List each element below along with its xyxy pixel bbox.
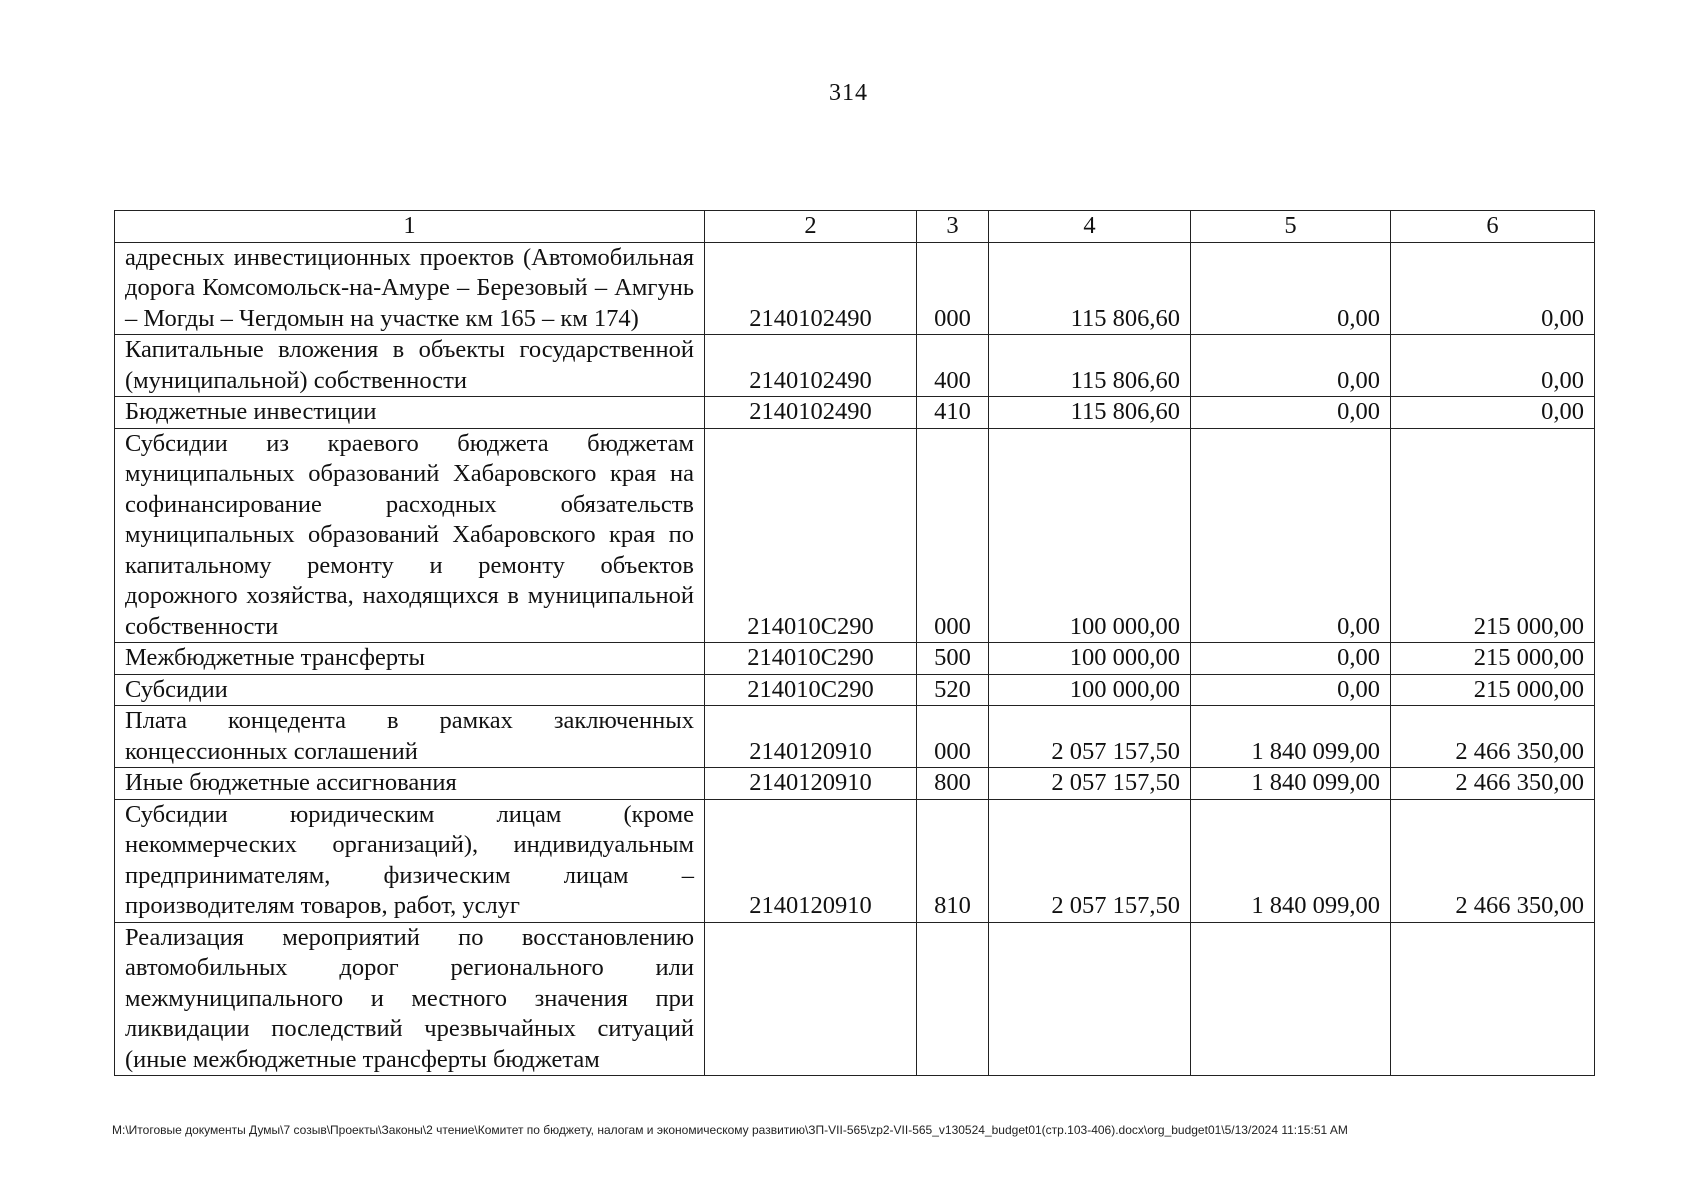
row-name: Капитальные вложения в объекты государственной (муниципальной) собственности xyxy=(115,335,705,397)
row-value-col5: 1 840 099,00 xyxy=(1191,768,1391,800)
row-code: 214010C290 xyxy=(705,674,917,706)
row-expense-type: 800 xyxy=(917,768,989,800)
row-value-col6: 2 466 350,00 xyxy=(1391,799,1595,922)
row-value-col6: 215 000,00 xyxy=(1391,674,1595,706)
row-value-col4: 2 057 157,50 xyxy=(989,706,1191,768)
row-name: Субсидии xyxy=(115,674,705,706)
row-value-col5: 1 840 099,00 xyxy=(1191,706,1391,768)
row-value-col4: 115 806,60 xyxy=(989,335,1191,397)
row-expense-type: 000 xyxy=(917,242,989,335)
column-header-2: 2 xyxy=(705,211,917,243)
row-value-col4: 100 000,00 xyxy=(989,428,1191,643)
row-value-col6: 215 000,00 xyxy=(1391,428,1595,643)
row-value-col5: 0,00 xyxy=(1191,674,1391,706)
column-header-4: 4 xyxy=(989,211,1191,243)
row-value-col5: 0,00 xyxy=(1191,643,1391,675)
row-value-col4: 2 057 157,50 xyxy=(989,799,1191,922)
row-value-col5: 1 840 099,00 xyxy=(1191,799,1391,922)
row-name: Плата концедента в рамках заключенных концессионных соглашений xyxy=(115,706,705,768)
column-header-3: 3 xyxy=(917,211,989,243)
table-row xyxy=(115,335,1595,397)
row-value-col4 xyxy=(989,922,1191,1076)
row-value-col4: 115 806,60 xyxy=(989,397,1191,429)
row-value-col4: 100 000,00 xyxy=(989,674,1191,706)
row-name: Бюджетные инвестиции xyxy=(115,397,705,429)
row-code: 2140120910 xyxy=(705,706,917,768)
row-value-col5: 0,00 xyxy=(1191,242,1391,335)
row-name: Межбюджетные трансферты xyxy=(115,643,705,675)
row-expense-type: 410 xyxy=(917,397,989,429)
row-code: 2140120910 xyxy=(705,768,917,800)
row-value-col5: 0,00 xyxy=(1191,428,1391,643)
row-value-col6: 0,00 xyxy=(1391,242,1595,335)
table-row xyxy=(115,768,1595,800)
column-header-1: 1 xyxy=(115,211,705,243)
row-value-col6: 0,00 xyxy=(1391,397,1595,429)
row-code: 2140120910 xyxy=(705,799,917,922)
row-code: 214010C290 xyxy=(705,428,917,643)
row-value-col5: 0,00 xyxy=(1191,335,1391,397)
row-value-col4: 2 057 157,50 xyxy=(989,768,1191,800)
row-expense-type: 520 xyxy=(917,674,989,706)
column-header-5: 5 xyxy=(1191,211,1391,243)
row-code xyxy=(705,922,917,1076)
row-code: 2140102490 xyxy=(705,397,917,429)
row-name: адресных инвестиционных проектов (Автомобильная дорога Комсомольск-на-Амуре – Березовый – Амгунь – Могды – Чегдомын на участке км 165 – км 174) xyxy=(115,242,705,335)
row-value-col6 xyxy=(1391,922,1595,1076)
column-header-6: 6 xyxy=(1391,211,1595,243)
table-row xyxy=(115,922,1595,1076)
row-expense-type xyxy=(917,922,989,1076)
row-value-col6: 2 466 350,00 xyxy=(1391,768,1595,800)
row-expense-type: 500 xyxy=(917,643,989,675)
row-expense-type: 810 xyxy=(917,799,989,922)
row-value-col6: 0,00 xyxy=(1391,335,1595,397)
row-name: Субсидии из краевого бюджета бюджетам муниципальных образований Хабаровского края на софинансирование расходных обязательств муниципальных образований Хабаровского края по капитальному ремонту и ремонту объектов дорожного хозяйства, находящихся в муниципальной собственности xyxy=(115,428,705,643)
table-row xyxy=(115,242,1595,335)
row-value-col5 xyxy=(1191,922,1391,1076)
row-value-col5: 0,00 xyxy=(1191,397,1391,429)
row-name: Субсидии юридическим лицам (кроме некоммерческих организаций), индивидуальным предпринимателям, физическим лицам – производителям товаров, работ, услуг xyxy=(115,799,705,922)
row-code: 2140102490 xyxy=(705,242,917,335)
row-code: 2140102490 xyxy=(705,335,917,397)
row-value-col6: 2 466 350,00 xyxy=(1391,706,1595,768)
page-number: 314 xyxy=(829,80,868,106)
table-header-row xyxy=(115,211,1595,243)
table-row xyxy=(115,397,1595,429)
row-expense-type: 400 xyxy=(917,335,989,397)
table-row xyxy=(115,706,1595,768)
table-row xyxy=(115,799,1595,922)
row-expense-type: 000 xyxy=(917,706,989,768)
row-name: Реализация мероприятий по восстановлению автомобильных дорог регионального или межмуниципального и местного значения при ликвидации последствий чрезвычайных ситуаций (иные межбюджетные трансферты бюджетам xyxy=(115,922,705,1076)
table-row xyxy=(115,428,1595,643)
row-expense-type: 000 xyxy=(917,428,989,643)
budget-table xyxy=(114,210,1595,1076)
table-row xyxy=(115,643,1595,675)
row-value-col4: 115 806,60 xyxy=(989,242,1191,335)
row-value-col4: 100 000,00 xyxy=(989,643,1191,675)
row-name: Иные бюджетные ассигнования xyxy=(115,768,705,800)
table-row xyxy=(115,674,1595,706)
footer-file-path: M:\Итоговые документы Думы\7 созыв\Проекты\Законы\2 чтение\Комитет по бюджету, налогам и экономическому развитию\ЗП-VII-565\zp2-VII-565_v130524_budget01(стр.103-406).docx\org_budget01\5/13/2024 11:15:51 AM xyxy=(112,1123,1348,1137)
row-code: 214010C290 xyxy=(705,643,917,675)
row-value-col6: 215 000,00 xyxy=(1391,643,1595,675)
